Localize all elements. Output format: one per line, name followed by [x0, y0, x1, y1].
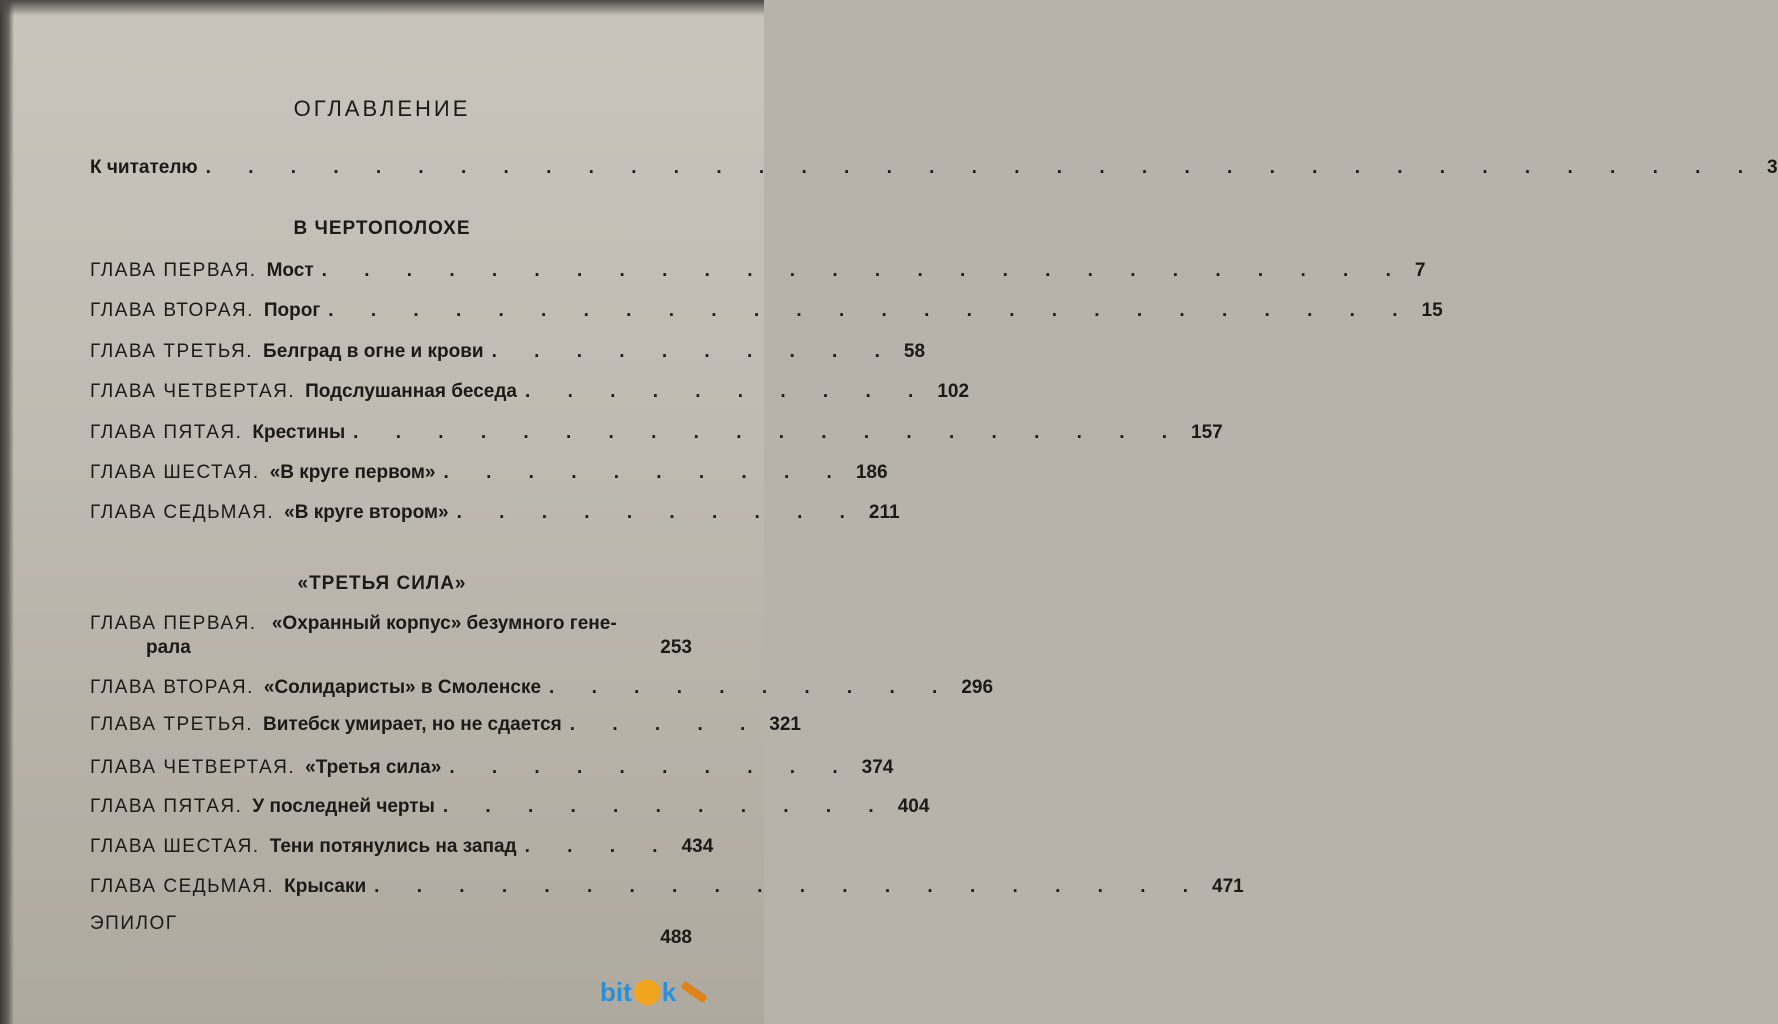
- toc-entry: [90, 259, 1426, 283]
- toc-entry: [90, 380, 970, 404]
- toc-entry-page: 3: [1767, 157, 1778, 178]
- watermark-text-right: k: [661, 976, 677, 1007]
- watermark-logo: [600, 972, 750, 1012]
- toc-chapter-label: ГЛАВА ВТОРАЯ.: [90, 300, 254, 321]
- toc-entry-title: Крысаки: [284, 876, 367, 897]
- page-title: ОГЛАВЛЕНИЕ: [293, 96, 471, 121]
- toc-entry: [90, 501, 900, 525]
- toc-entry-page: 471: [1212, 876, 1244, 897]
- toc-entry: [90, 875, 1244, 899]
- toc-entry-title: Витебск умирает, но не сдается: [263, 714, 562, 735]
- toc-entry-page: 211: [868, 502, 900, 523]
- toc-chapter-label: ГЛАВА ШЕСТАЯ.: [90, 462, 260, 483]
- toc-chapter-label: ГЛАВА ТРЕТЬЯ.: [90, 341, 254, 362]
- toc-entry-page: 102: [937, 381, 970, 402]
- toc-entry-title: Тени потянулись на запад: [269, 836, 517, 857]
- page-gutter-shadow: [0, 0, 14, 1024]
- toc-entry: [90, 835, 714, 859]
- hammer-icon: [680, 981, 708, 1004]
- section-title: «ТРЕТЬЯ СИЛА»: [297, 573, 467, 594]
- leader-dots: . . . . . . . . . .: [549, 677, 954, 698]
- coin-icon: [634, 979, 660, 1005]
- toc-entry-page: 253: [660, 637, 692, 658]
- toc-entry-intro: [90, 156, 1778, 180]
- toc-entry-page: 374: [861, 757, 894, 778]
- toc-chapter-label: ГЛАВА ТРЕТЬЯ.: [90, 714, 254, 735]
- toc-chapter-label: ЭПИЛОГ: [90, 913, 178, 934]
- leader-dots: . . . . . . . . . .: [456, 502, 861, 523]
- toc-entry-title: Подслушанная беседа: [305, 381, 518, 402]
- toc-entry-page: 157: [1191, 422, 1223, 443]
- leader-dots: . . . . . . . . . . .: [442, 796, 890, 817]
- leader-dots: . . . . . . . . . .: [443, 462, 848, 483]
- toc-chapter-label: ГЛАВА ПЯТАЯ.: [90, 422, 243, 443]
- section-title: В ЧЕРТОПОЛОХЕ: [293, 218, 471, 239]
- toc-entry: [90, 299, 1443, 323]
- leader-dots: . . . . . . . . . . . . . . . . . . . . . . . . . .: [321, 260, 1407, 281]
- toc-entry-title: «Охранный корпус» безумного гене-: [271, 613, 617, 634]
- toc-entry-page: 488: [660, 927, 692, 948]
- toc-entry-title: Порог: [263, 300, 321, 321]
- leader-dots: . . . . . . . . . .: [491, 341, 896, 362]
- toc-chapter-label: ГЛАВА ПЕРВАЯ.: [90, 613, 257, 634]
- toc-entry: [90, 421, 1223, 445]
- toc-chapter-label: ГЛАВА ПЕРВАЯ.: [90, 260, 257, 281]
- toc-chapter-label: ГЛАВА ЧЕТВЕРТАЯ.: [90, 757, 296, 778]
- leader-dots: . . . . . . . . . . . . . . . . . . . . . . . . . . . . . . . . . . . . .: [205, 157, 1759, 178]
- leader-dots: . . . . . . . . . . . . . . . . . . . . . . . . . .: [328, 300, 1414, 321]
- toc-entry-title: К читателю: [90, 157, 198, 178]
- toc-entry-title: Мост: [266, 260, 314, 281]
- leader-dots: . . . . . . . . . .: [525, 381, 930, 402]
- leader-dots: . . . . . . . . . .: [449, 757, 854, 778]
- leader-dots: . . . . . . . . . . . . . . . . . . . .: [374, 876, 1205, 897]
- toc-entry-page: 434: [681, 836, 714, 857]
- toc-entry-page: 321: [769, 714, 801, 735]
- toc-entry: [90, 713, 801, 737]
- toc-entry-line: [90, 636, 692, 660]
- toc-entry: [90, 340, 926, 364]
- toc-entry: [90, 795, 930, 819]
- toc-entry-title: У последней черты: [252, 796, 435, 817]
- toc-entry-epilogue: [90, 912, 692, 948]
- leader-dots: . . . . .: [569, 714, 762, 735]
- toc-entry-title: «Солидаристы» в Смоленске: [263, 677, 542, 698]
- toc-entry: [90, 612, 692, 660]
- toc-chapter-label: ГЛАВА СЕДЬМАЯ.: [90, 876, 275, 897]
- toc-entry-title: «В круге втором»: [284, 502, 449, 523]
- toc-chapter-label: ГЛАВА СЕДЬМАЯ.: [90, 502, 275, 523]
- toc-entry-title: Белград в огне и крови: [263, 341, 484, 362]
- toc-entry-page: 186: [855, 462, 888, 483]
- toc-entry-page: 296: [961, 677, 994, 698]
- toc-chapter-label: ГЛАВА ШЕСТАЯ.: [90, 836, 260, 857]
- toc-entry-page: 58: [903, 341, 926, 362]
- toc-entry-page: 7: [1414, 260, 1426, 281]
- toc-entry-page: 404: [897, 796, 930, 817]
- toc-entry: [90, 676, 994, 700]
- toc-entry-line: [90, 612, 692, 636]
- toc-chapter-label: ГЛАВА ВТОРАЯ.: [90, 677, 254, 698]
- leader-dots: . . . .: [524, 836, 674, 857]
- toc-entry: [90, 461, 888, 485]
- toc-entry-title: Крестины: [252, 422, 346, 443]
- leader-dots: . . . . . . . . . . . . . . . . . . . .: [353, 422, 1184, 443]
- toc-entry-title-continued: рала: [146, 637, 191, 658]
- toc-entry: [90, 756, 894, 780]
- toc-chapter-label: ГЛАВА ПЯТАЯ.: [90, 796, 243, 817]
- toc-entry-page: 15: [1421, 300, 1443, 321]
- watermark-text-left: bit: [600, 976, 632, 1007]
- leader-space: [186, 912, 653, 936]
- toc-entry-title: «Третья сила»: [305, 757, 442, 778]
- toc-chapter-label: ГЛАВА ЧЕТВЕРТАЯ.: [90, 381, 296, 402]
- page-top-shadow: [0, 0, 764, 16]
- toc-entry-title: «В круге первом»: [269, 462, 436, 483]
